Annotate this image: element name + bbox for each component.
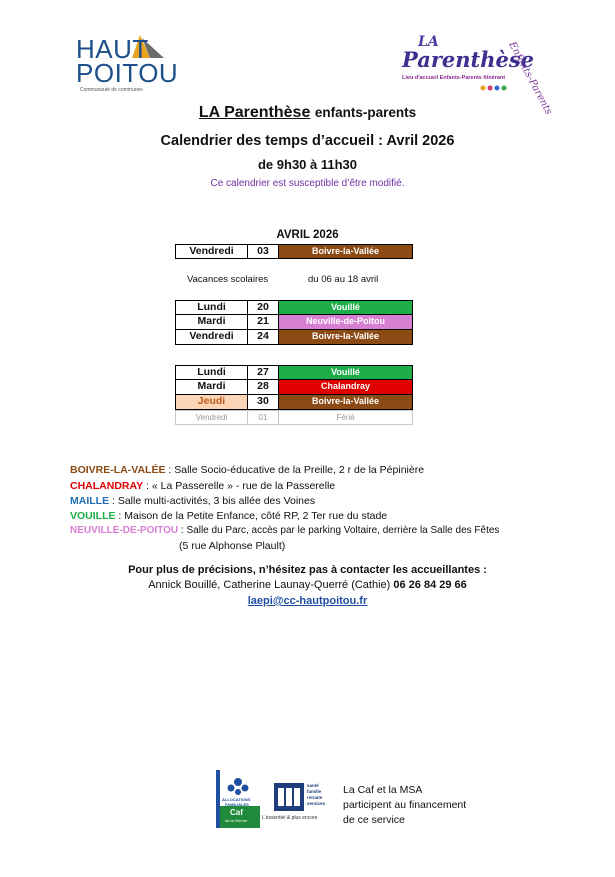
day-cell: Vendredi [175,330,248,345]
legend-item [70,494,315,508]
legend-text: : Salle multi-activités, 3 bis allée des Voines [109,495,316,507]
day-cell: Lundi [175,365,248,380]
legend-text: : Salle du Parc, accès par le parking Voltaire, derrière la Salle des Fêtes [178,525,500,536]
legend-text: : Maison de la Petite Enfance, côté RP, 2 Ter rue du stade [115,510,388,522]
footer-text [343,783,466,828]
title-sub: enfants-parents [314,105,417,120]
calendar-title: Calendrier des temps d’accueil : Avril 2026 [160,133,455,149]
msa-emblem-icon [274,783,304,811]
caf-l3: Caf [230,808,243,817]
legend-key: NEUVILLE-DE-POITOU [70,525,179,536]
legend-key: VOUILLE [70,510,116,522]
logo-subtitle: Communauté de communes [80,87,143,93]
contact-email-link[interactable]: laepi@cc-hautpoitou.fr [247,595,368,607]
contact-intro: Pour plus de précisions, n’hésitez pas à contacter les accueillantes : [128,564,487,576]
haut-poitou-logo [68,30,178,100]
month-heading: AVRIL 2026 [276,229,339,241]
place-cell: Boivre-la-Vallée [279,330,413,345]
date-cell: 01 [248,410,279,425]
caf-l4: de la Vienne [225,818,248,823]
contact-names [0,579,615,591]
legend-text-continuation: (5 rue Alphonse Plault) [179,540,286,552]
contact-people: Annick Bouillé, Catherine Launay-Querré (Cathie) [148,579,394,591]
vacation-label: Vacances scolaires [187,274,269,285]
msa-l2: famille [307,789,322,794]
legend-item [70,524,499,538]
logo-word-haut: HAUT [76,34,149,64]
place-cell: Vouillé [279,300,413,315]
legend-text: : « La Passerelle » - rue de la Passerelle [143,480,336,492]
day-cell: Lundi [175,300,248,315]
title-main: LA Parenthèse [198,104,311,121]
legend-item [70,509,387,523]
caf-logo [216,770,260,828]
legend-key: BOIVRE-LA-VALÉE [70,464,166,476]
legend-item [70,479,335,493]
logo-side-text: Enfants-Parents [506,40,554,117]
place-cell: Boivre-la-Vallée [279,244,413,259]
legend-key: CHALANDRAY [70,480,144,492]
date-cell: 20 [248,300,279,315]
place-cell: Vouillé [279,365,413,380]
date-cell: 24 [248,330,279,345]
dots-icon [480,84,510,92]
date-cell: 30 [248,395,279,410]
calendar-row [175,380,413,395]
calendar-row-holiday [175,410,413,425]
msa-tagline: L'essentiel & plus encore [262,815,318,821]
day-cell: Mardi [175,315,248,330]
day-cell: Vendredi [175,410,248,425]
contact-phone: 06 26 84 29 66 [393,579,467,591]
msa-l4: services [307,801,326,806]
date-cell: 03 [248,244,279,259]
caf-l2: FAMILIALES [225,802,249,807]
logo-word-poitou: POITOU [76,58,179,88]
calendar-row [175,395,413,410]
footer-line-2: participent au financement [343,799,467,811]
day-cell: Vendredi [175,244,248,259]
hours: de 9h30 à 11h30 [257,157,357,172]
place-cell: Chalandray [279,380,413,395]
msa-logo [262,783,334,823]
la-parenthese-logo [398,30,554,117]
calendar-row [175,244,413,259]
msa-l1: santé [307,783,319,788]
logo-la: LA [418,34,439,50]
place-cell: Boivre-la-Vallée [279,395,413,410]
place-cell: Neuville-de-Poitou [279,315,413,330]
date-cell: 28 [248,380,279,395]
vacation-dates: du 06 au 18 avril [308,274,379,285]
date-cell: 21 [248,315,279,330]
day-cell: Mardi [175,380,248,395]
calendar-row [175,315,413,330]
logo-tagline: Lieu d'accueil Enfants-Parents Itinérant [402,75,506,81]
place-cell: Férié [279,410,413,425]
logo-parenthese: Parenthèse [402,47,535,72]
page-title [0,104,615,122]
footer-line-3: de ce service [343,814,405,826]
footer-line-1: La Caf et la MSA [343,784,423,796]
calendar-row [175,300,413,315]
legend-text: : Salle Socio-éducative de la Preille, 2 r de la Pépinière [165,464,425,476]
date-cell: 27 [248,365,279,380]
caf-l1: ALLOCATIONS [222,797,251,802]
calendar-row [175,330,413,345]
legend-key: MAILLE [70,495,110,507]
notice: Ce calendrier est susceptible d’être modifié. [210,178,405,189]
msa-l3: retraite [307,795,323,800]
legend-item [70,463,424,477]
calendar-row [175,365,413,380]
day-cell: Jeudi [175,395,248,410]
